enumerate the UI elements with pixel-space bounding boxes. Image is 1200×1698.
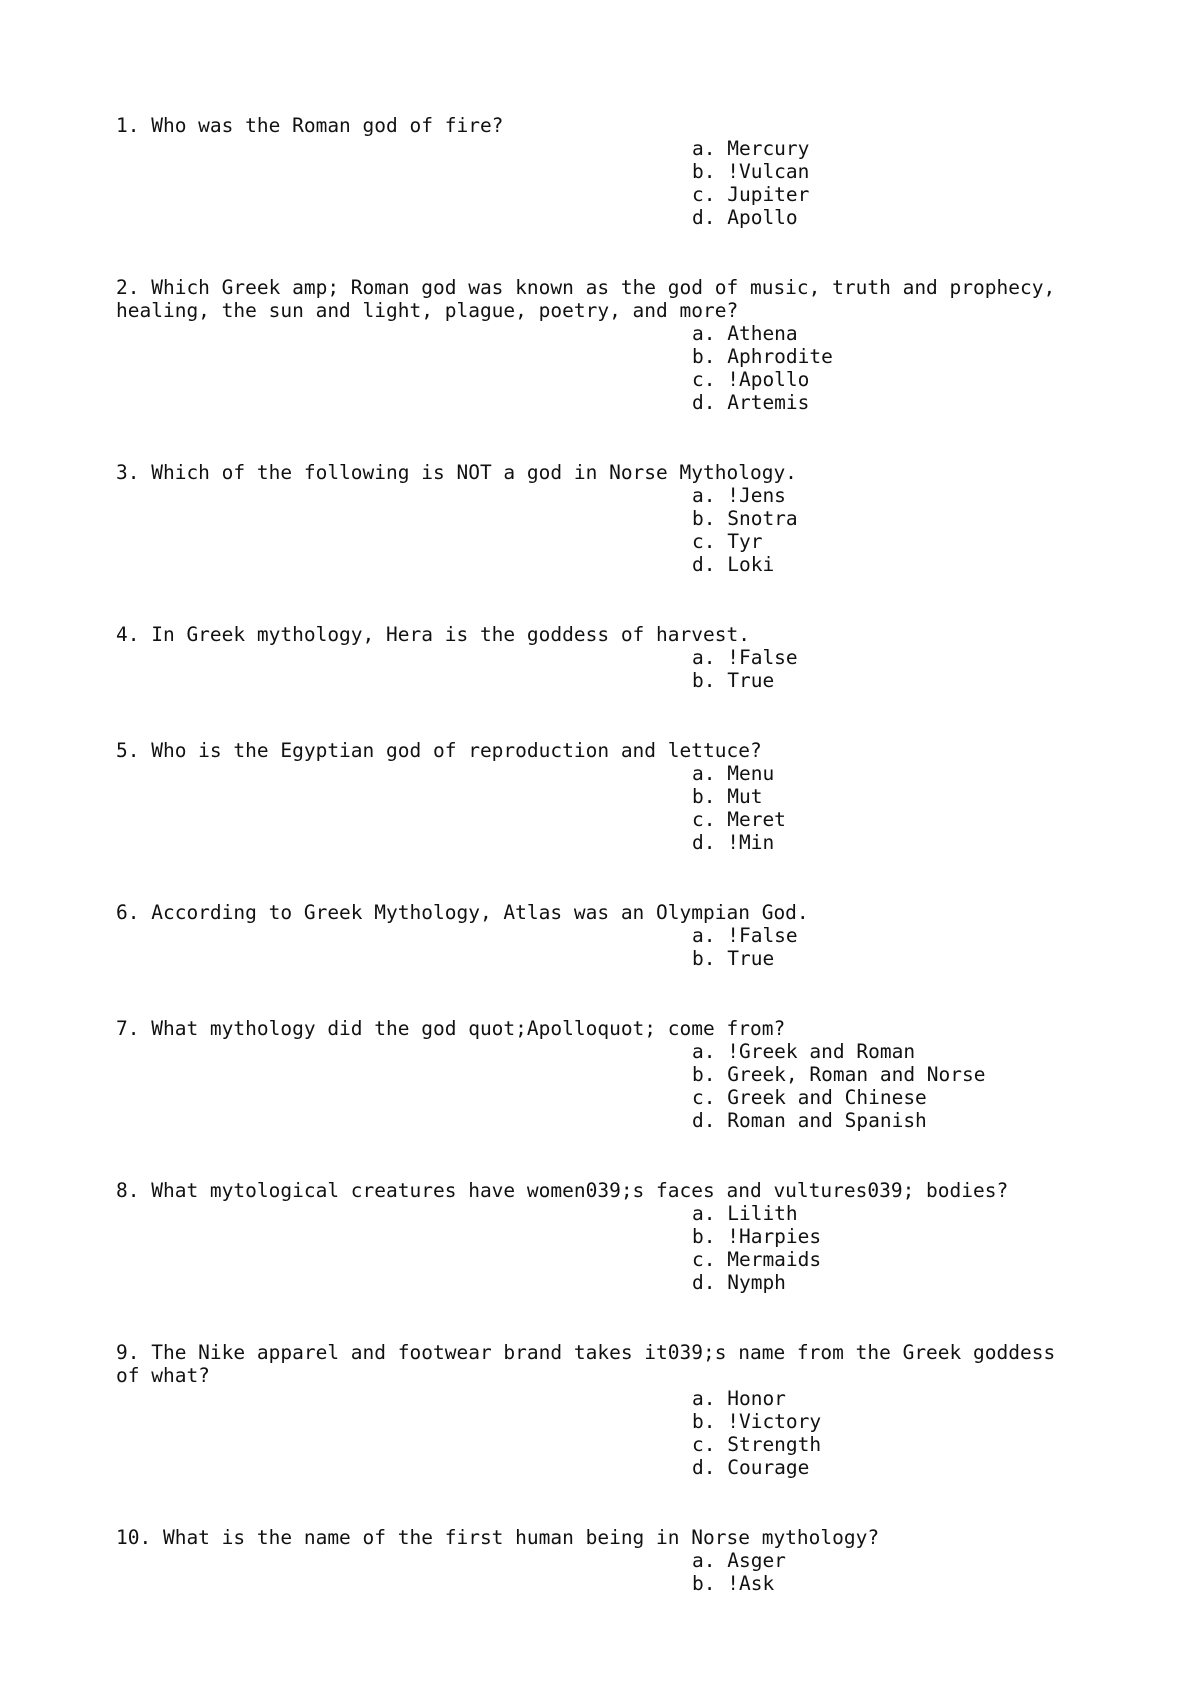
question-text: 4. In Greek mythology, Hera is the goddess of harvest. <box>116 623 750 646</box>
option: d. Nymph <box>692 1271 786 1294</box>
option: b. Aphrodite <box>692 345 833 368</box>
option-list <box>692 137 1116 229</box>
option: b. Greek, Roman and Norse <box>692 1063 986 1086</box>
option: a. !Jens <box>692 484 786 507</box>
option: a. !False <box>692 924 798 947</box>
option: a. Menu <box>692 762 775 785</box>
option: a. Lilith <box>692 1202 798 1225</box>
option-list <box>692 924 1116 970</box>
option: b. !Ask <box>692 1572 775 1595</box>
question-7 <box>116 1017 1116 1132</box>
option: c. Mermaids <box>692 1248 822 1271</box>
question-text: 9. The Nike apparel and footwear brand takes it039;s name from the Greek goddess of what? <box>116 1341 1056 1387</box>
option: b. !Vulcan <box>692 160 810 183</box>
option: d. Roman and Spanish <box>692 1109 927 1132</box>
question-8 <box>116 1179 1116 1294</box>
option-list <box>692 646 1116 692</box>
option: a. Athena <box>692 322 798 345</box>
option-list <box>692 1040 1116 1132</box>
question-text: 10. What is the name of the first human being in Norse mythology? <box>116 1526 880 1549</box>
option: c. !Apollo <box>692 368 810 391</box>
option-list <box>692 762 1116 854</box>
option: c. Jupiter <box>692 183 810 206</box>
question-text: 8. What mytological creatures have women039;s faces and vultures039; bodies? <box>116 1179 1009 1202</box>
option-list <box>692 1202 1116 1294</box>
option: d. Loki <box>692 553 775 576</box>
question-text: 2. Which Greek amp; Roman god was known as the god of music, truth and prophecy, healing, the sun and light, plague, poetry, and more? <box>116 276 1056 322</box>
option: b. True <box>692 947 775 970</box>
question-3 <box>116 461 1116 576</box>
option: d. Artemis <box>692 391 810 414</box>
option: c. Meret <box>692 808 786 831</box>
option: b. True <box>692 669 775 692</box>
option: b. !Harpies <box>692 1225 822 1248</box>
option: a. Mercury <box>692 137 810 160</box>
question-text: 7. What mythology did the god quot;Apolloquot; come from? <box>116 1017 786 1040</box>
option: a. Asger <box>692 1549 786 1572</box>
question-10 <box>116 1526 1116 1595</box>
option: d. Apollo <box>692 206 798 229</box>
option: c. Tyr <box>692 530 763 553</box>
question-text: 3. Which of the following is NOT a god in Norse Mythology. <box>116 461 797 484</box>
option: b. Mut <box>692 785 763 808</box>
option: a. Honor <box>692 1387 786 1410</box>
question-text: 6. According to Greek Mythology, Atlas was an Olympian God. <box>116 901 809 924</box>
option: a. !Greek and Roman <box>692 1040 916 1063</box>
option: b. !Victory <box>692 1410 822 1433</box>
question-1 <box>116 114 1116 229</box>
option: d. !Min <box>692 831 775 854</box>
option: b. Snotra <box>692 507 798 530</box>
question-text: 1. Who was the Roman god of fire? <box>116 114 504 137</box>
option-list <box>692 484 1116 576</box>
option: a. !False <box>692 646 798 669</box>
question-4 <box>116 623 1116 692</box>
question-9 <box>116 1341 1116 1479</box>
option-list <box>692 322 1116 414</box>
question-text: 5. Who is the Egyptian god of reproduction and lettuce? <box>116 739 762 762</box>
option: c. Greek and Chinese <box>692 1086 927 1109</box>
option-list <box>692 1549 1116 1595</box>
question-2 <box>116 276 1116 414</box>
question-6 <box>116 901 1116 970</box>
option: d. Courage <box>692 1456 810 1479</box>
question-5 <box>116 739 1116 854</box>
option-list <box>692 1387 1116 1479</box>
option: c. Strength <box>692 1433 822 1456</box>
